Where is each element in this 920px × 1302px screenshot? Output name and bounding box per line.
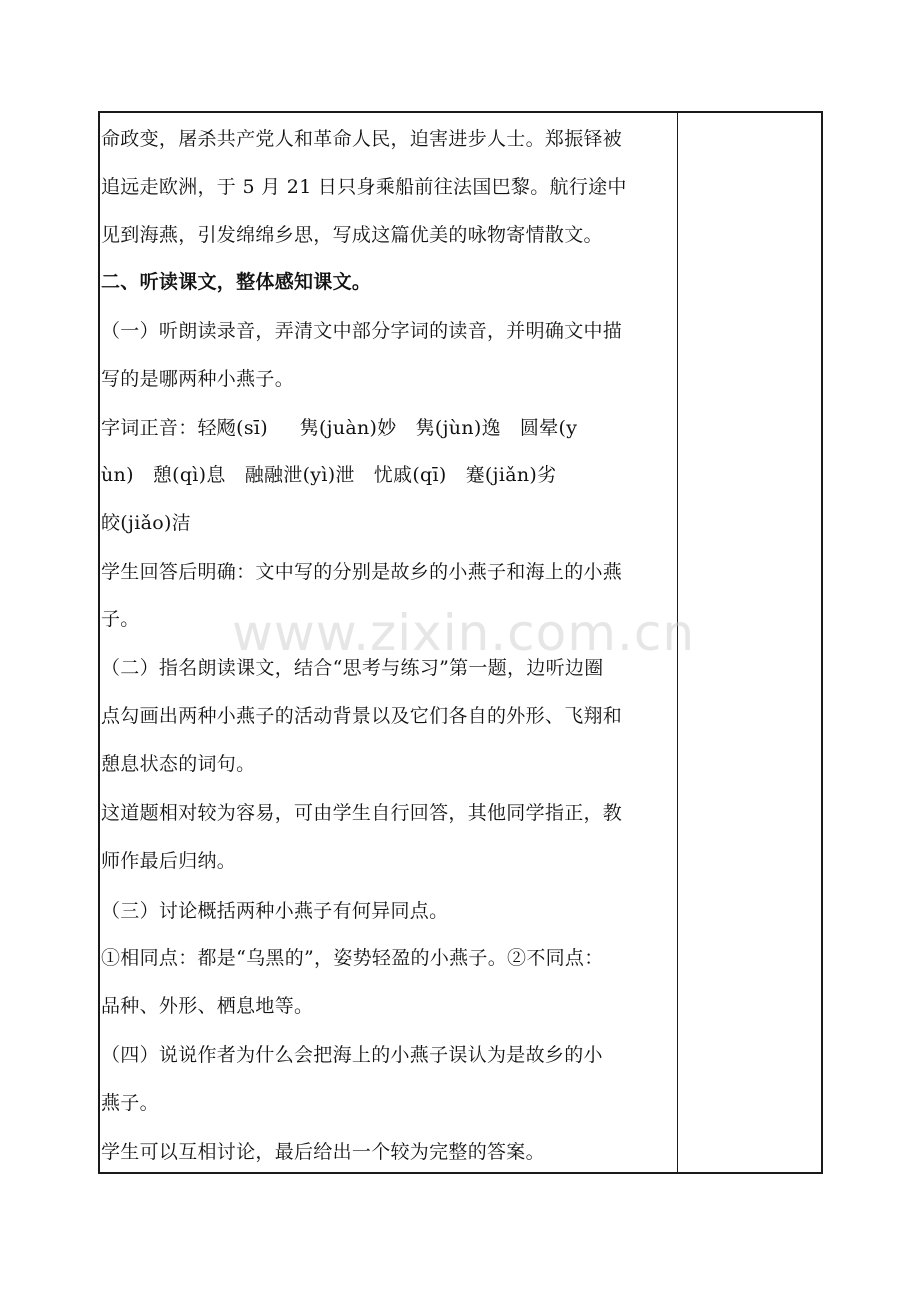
text-line: 追远走欧洲，于 5 月 21 日只身乘船前往法国巴黎。航行途中 xyxy=(101,176,627,198)
text-line: （三）讨论概括两种小燕子有何异同点。 xyxy=(101,900,449,922)
text-line: 字词正音：轻飏(sī) 隽(juàn)妙 隽(jùn)逸 圆晕(y xyxy=(101,417,578,439)
text-line: 燕子。 xyxy=(101,1092,159,1114)
text-line: 点勾画出两种小燕子的活动背景以及它们各自的外形、飞翔和 xyxy=(101,705,623,727)
text-line: 皎(jiǎo)洁 xyxy=(101,512,191,534)
lesson-content-cell xyxy=(100,113,677,1172)
text-line: 子。 xyxy=(101,608,140,630)
text-line: 憩息状态的词句。 xyxy=(101,753,256,775)
lesson-table xyxy=(98,111,823,1174)
text-line: ①相同点：都是“乌黑的”，姿势轻盈的小燕子。②不同点： xyxy=(101,947,604,969)
text-line: （二）指名朗读课文，结合“思考与练习”第一题，边听边圈 xyxy=(101,657,604,679)
text-line: 这道题相对较为容易，可由学生自行回答，其他同学指正，教 xyxy=(101,802,623,824)
text-line: 学生可以互相讨论，最后给出一个较为完整的答案。 xyxy=(101,1141,545,1163)
text-line: 学生回答后明确：文中写的分别是故乡的小燕子和海上的小燕 xyxy=(101,561,623,583)
column-divider xyxy=(677,113,678,1172)
text-line: （四）说说作者为什么会把海上的小燕子误认为是故乡的小 xyxy=(101,1044,603,1066)
text-line: （一）听朗读录音，弄清文中部分字词的读音，并明确文中描 xyxy=(101,320,623,342)
text-line: 命政变，屠杀共产党人和革命人民，迫害进步人士。郑振铎被 xyxy=(101,128,623,150)
watermark: www.zixin.com.cn xyxy=(232,604,696,662)
text-line: ùn) 憩(qì)息 融融泄(yì)泄 忧戚(qī) 蹇(jiǎn)劣 xyxy=(101,464,557,486)
text-line: 见到海燕，引发绵绵乡思，写成这篇优美的咏物寄情散文。 xyxy=(101,224,603,246)
text-line: 品种、外形、栖息地等。 xyxy=(101,995,314,1017)
text-line: 写的是哪两种小燕子。 xyxy=(101,368,295,390)
section-heading: 二、听读课文，整体感知课文。 xyxy=(101,271,372,293)
text-line: 师作最后归纳。 xyxy=(101,850,237,872)
